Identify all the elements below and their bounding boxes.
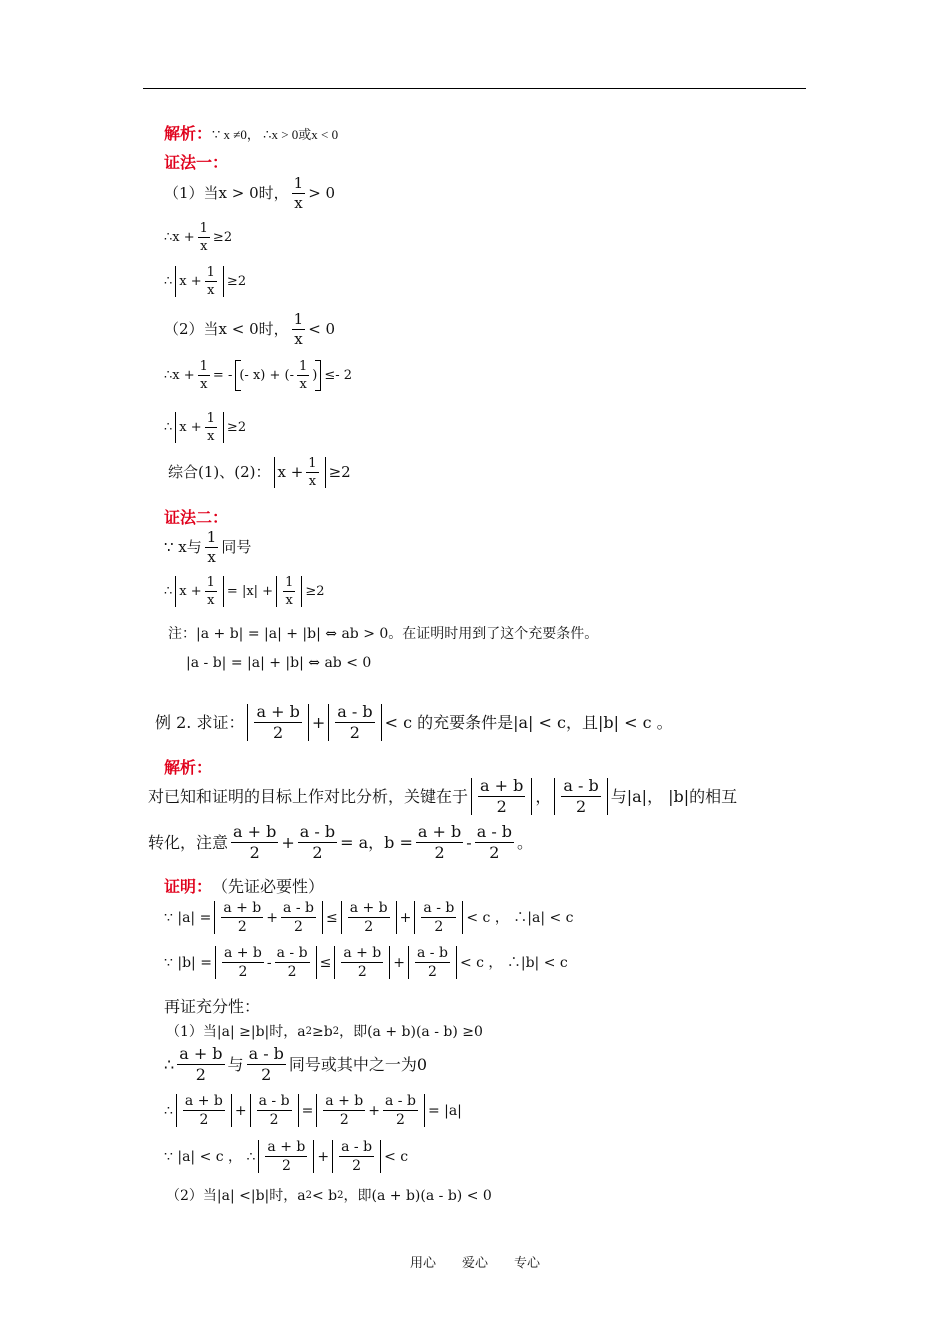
fraction: $\frac{1}{x}$ — [298, 359, 308, 392]
fraction: $\frac{a + b}{2}$ — [480, 776, 524, 816]
step-line: ∴x + $\frac{1}{x}$ ≥2 — [164, 221, 233, 254]
analysis2-line: 对已知和证明的目标上作对比分析，关键在于 $\frac{a + b}{2}$ ， $\frac{a - b}{2}$ 与|a|， |b|的相互 — [148, 776, 738, 816]
step-line: ∴x + $\frac{1}{x}$ = - (- x) + (- $\frac{1}{x}$ ) ≤- 2 — [164, 359, 353, 392]
proof1-label: 证法一： — [164, 153, 229, 172]
proof-label: 证明： — [164, 877, 213, 896]
fraction: $\frac{1}{x}$ — [293, 310, 304, 348]
fraction: $\frac{a - b}{2}$ — [258, 1093, 290, 1128]
fraction: $\frac{a + b}{2}$ — [325, 1093, 364, 1128]
fraction: $\frac{a - b}{2}$ — [248, 1044, 284, 1084]
same-sign-line: ∵ x与 $\frac{1}{x}$ 同号 — [164, 528, 252, 566]
note-line: 注：|a + b| = |a| + |b| ⇔ ab > 0。在证明时用到了这个充要条件。 — [168, 626, 599, 642]
absolute-value — [247, 704, 308, 741]
equality-line: ∴ $\frac{a + b}{2}$ + $\frac{a - b}{2}$ = $\frac{a + b}{2}$ + $\frac{a - b}{2}$ = |a| — [164, 1093, 462, 1128]
fraction: $\frac{1}{x}$ — [206, 411, 215, 444]
case1-line — [164, 176, 335, 211]
absolute-value: x + $\frac{1}{x}$ — [274, 457, 326, 488]
summary-line: 综合(1)、(2)： x + $\frac{1}{x}$ ≥2 — [168, 456, 351, 489]
fraction: $\frac{a + b}{2}$ — [223, 900, 262, 935]
analysis-label: 解析： — [164, 124, 213, 143]
fraction: $\frac{1}{x}$ — [199, 359, 208, 392]
absolute-value — [471, 778, 532, 815]
absolute-value: x + $\frac{1}{x}$ — [175, 412, 224, 443]
note-line-2: |a - b| = |a| + |b| ⇔ ab < 0 — [186, 655, 372, 671]
fraction: $\frac{a + b}{2}$ — [179, 1044, 223, 1084]
analysis-math: ∵ x ≠0， ∴x > 0或x < 0 — [212, 126, 339, 142]
sufficiency-heading: 再证充分性： — [164, 997, 261, 1016]
fraction: $\frac{a - b}{2}$ — [476, 822, 513, 862]
fraction: $\frac{a + b}{2}$ — [349, 900, 388, 935]
example2-line: 例 2. 求证： $\frac{a + b}{2}$ + $\frac{a - b}{2}$ < c 的充要条件是|a| < c，且|b| < c 。 — [155, 702, 673, 742]
page-footer: 用心 爱心 专心 — [409, 1256, 540, 1271]
fraction: $\frac{a + b}{2}$ — [343, 945, 382, 980]
fraction: $\frac{a - b}{2}$ — [417, 945, 448, 980]
proof2-label: 证法二： — [164, 508, 229, 527]
absolute-value — [250, 1094, 299, 1127]
step-line: ∴ x + $\frac{1}{x}$ = |x| + $\frac{1}{x}$ ≥2 — [164, 575, 325, 608]
fraction: $\frac{a + b}{2}$ — [267, 1139, 306, 1174]
fraction: $\frac{1}{x}$ — [206, 575, 215, 608]
header-rule — [143, 88, 806, 89]
case2-line: （2）当x < 0时， $\frac{1}{x}$ < 0 — [164, 310, 336, 348]
absolute-value — [554, 778, 607, 815]
same-sign-line-2: ∴ $\frac{a + b}{2}$ 与 $\frac{a - b}{2}$ 同号或其中之一为0 — [164, 1044, 428, 1084]
fraction: $\frac{a + b}{2}$ — [256, 702, 300, 742]
proof1-heading — [164, 155, 228, 171]
proof2-heading — [164, 510, 228, 526]
fraction: $\frac{a + b}{2}$ — [417, 822, 462, 862]
case1-post: > 0 — [308, 184, 336, 202]
fraction: $\frac{1}{x}$ — [199, 221, 208, 254]
fraction: $\frac{a - b}{2}$ — [283, 900, 314, 935]
suff-case2-line: （2）当|a| <|b|时，a 2 < b 2 ，即(a + b)(a - b) < 0 — [166, 1188, 492, 1204]
suff-case1-line: （1）当|a| ≥|b|时，a 2 ≥b 2 ，即(a + b)(a - b) ≥0 — [166, 1024, 483, 1040]
fraction: $\frac{a - b}{2}$ — [341, 1139, 373, 1174]
fraction: $\frac{a - b}{2}$ — [563, 776, 599, 816]
fraction: $\frac{1}{x}$ — [206, 528, 217, 566]
fraction: $\frac{a - b}{2}$ — [276, 945, 308, 980]
fraction: $\frac{a + b}{2}$ — [233, 822, 277, 862]
absolute-value — [276, 576, 302, 607]
transform-line: 转化，注意 $\frac{a + b}{2}$ + $\frac{a - b}{2}$ = a，b = $\frac{a + b}{2}$ - $\frac{a - b}{2}$ 。 — [148, 822, 534, 862]
fraction: $\frac{a - b}{2}$ — [384, 1093, 416, 1128]
absolute-value — [328, 704, 381, 741]
absolute-value — [176, 1094, 232, 1127]
absolute-value — [414, 901, 463, 934]
fraction: $\frac{1}{x}$ — [293, 174, 304, 212]
absolute-value — [332, 1140, 381, 1173]
fraction: $\frac{a - b}{2}$ — [337, 702, 373, 742]
necessity-b-line: ∵ |b| = $\frac{a + b}{2}$ - $\frac{a - b}{2}$ ≤ $\frac{a + b}{2}$ + $\frac{a - b}{2}$ < c ， ∴|b| < c — [164, 945, 568, 980]
absolute-value: $\frac{a + b}{2}$ - $\frac{a - b}{2}$ — [215, 946, 317, 979]
analysis-line — [164, 126, 338, 142]
conclusion-line: ∵ |a| < c ， ∴ $\frac{a + b}{2}$ + $\frac{a - b}{2}$ < c — [164, 1139, 409, 1174]
analysis2-heading — [164, 760, 212, 776]
case1-pre: （1）当x > 0时， — [164, 184, 289, 202]
absolute-value: $\frac{a + b}{2}$ + $\frac{a - b}{2}$ — [214, 901, 323, 934]
fraction: $\frac{1}{x}$ — [206, 265, 215, 298]
fraction: $\frac{1}{x}$ — [285, 575, 294, 608]
necessity-a-line: ∵ |a| = $\frac{a + b}{2}$ + $\frac{a - b}{2}$ ≤ $\frac{a + b}{2}$ + $\frac{a - b}{2}$ < c ， ∴|a| < c — [164, 900, 574, 935]
step-line: ∴ x + $\frac{1}{x}$ ≥2 — [164, 265, 247, 298]
absolute-value — [341, 901, 397, 934]
fraction: $\frac{a + b}{2}$ — [223, 945, 262, 980]
step-line: ∴ x + $\frac{1}{x}$ ≥2 — [164, 411, 247, 444]
square-bracket: (- x) + (- $\frac{1}{x}$ ) — [235, 360, 321, 391]
fraction: $\frac{a + b}{2}$ — [184, 1093, 223, 1128]
fraction: $\frac{a - b}{2}$ — [299, 822, 336, 862]
absolute-value — [334, 946, 390, 979]
absolute-value: x + $\frac{1}{x}$ — [175, 266, 224, 297]
absolute-value — [258, 1140, 314, 1173]
absolute-value — [408, 946, 457, 979]
fraction: $\frac{a - b}{2}$ — [423, 900, 455, 935]
analysis2-label: 解析： — [164, 758, 213, 777]
absolute-value: $\frac{a + b}{2}$ + $\frac{a - b}{2}$ — [316, 1094, 425, 1127]
absolute-value: x + $\frac{1}{x}$ — [175, 576, 224, 607]
fraction: $\frac{1}{x}$ — [308, 456, 317, 489]
proof-heading: 证明： （先证必要性） — [164, 877, 325, 896]
